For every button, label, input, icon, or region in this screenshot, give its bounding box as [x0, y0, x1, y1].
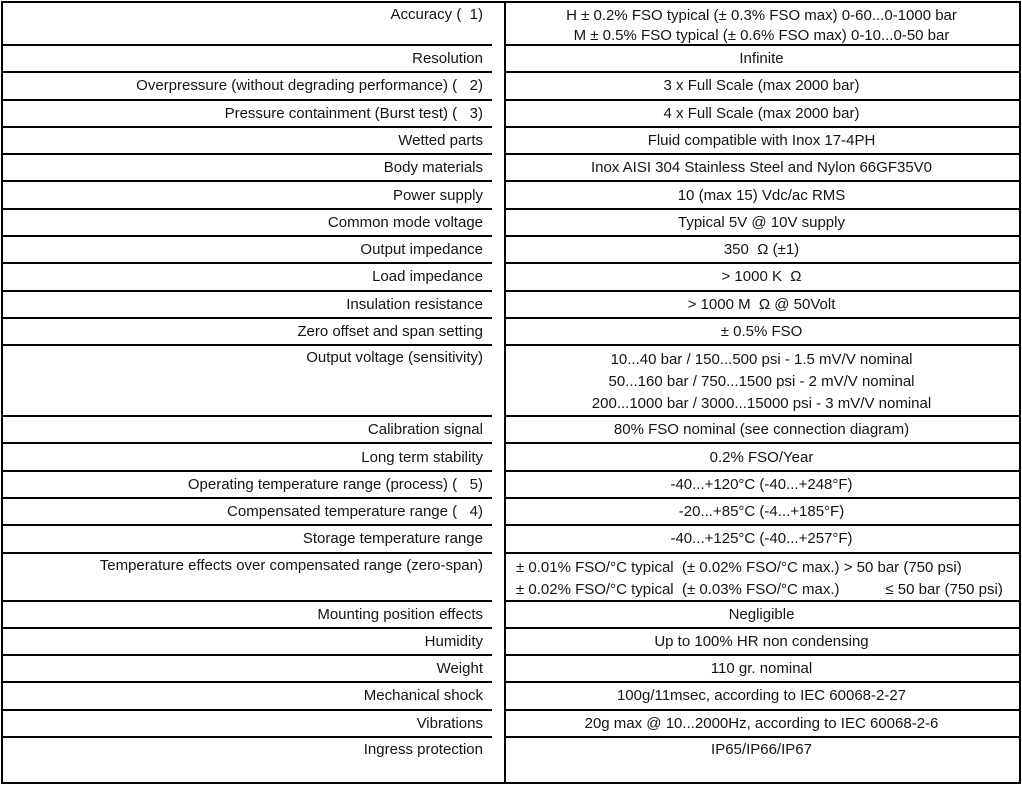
spec-label: Accuracy ( 1)	[3, 3, 492, 46]
spec-value: Negligible	[504, 602, 1019, 629]
row-output-impedance	[3, 237, 1019, 264]
spec-label: Pressure containment (Burst test) ( 3)	[3, 101, 492, 128]
column-divider	[504, 3, 506, 782]
row-load-impedance	[3, 264, 1019, 291]
spec-label: Overpressure (without degrading performance) ( 2)	[3, 73, 492, 100]
row-vibrations	[3, 711, 1019, 738]
spec-value-line: ± 0.02% FSO/°C typical (± 0.03% FSO/°C max.) ≤ 50 bar (750 psi)	[516, 580, 1003, 598]
spec-value-line: 10...40 bar / 150...500 psi - 1.5 mV/V nominal	[610, 351, 913, 369]
spec-value: 110 gr. nominal	[504, 656, 1019, 683]
spec-label: Temperature effects over compensated range (zero-span)	[3, 554, 492, 602]
spec-value	[504, 346, 1019, 417]
row-power-supply	[3, 182, 1019, 209]
spec-label: Zero offset and span setting	[3, 319, 492, 346]
row-mechanical-shock	[3, 683, 1019, 710]
spec-label: Output voltage (sensitivity)	[3, 346, 492, 417]
spec-label: Compensated temperature range ( 4)	[3, 499, 492, 526]
row-insulation-resistance	[3, 292, 1019, 319]
row-humidity	[3, 629, 1019, 656]
spec-label: Long term stability	[3, 444, 492, 471]
spec-value: 0.2% FSO/Year	[504, 444, 1019, 471]
specification-table	[1, 1, 1021, 784]
row-resolution	[3, 46, 1019, 73]
row-pressure-containment	[3, 101, 1019, 128]
spec-value: Up to 100% HR non condensing	[504, 629, 1019, 656]
spec-value-line: M ± 0.5% FSO typical (± 0.6% FSO max) 0-10...0-50 bar	[573, 27, 950, 44]
spec-label: Power supply	[3, 182, 492, 209]
spec-value: 10 (max 15) Vdc/ac RMS	[504, 182, 1019, 209]
spec-value-line: 50...160 bar / 750...1500 psi - 2 mV/V nominal	[608, 373, 915, 391]
row-mounting-position	[3, 602, 1019, 629]
spec-value: 4 x Full Scale (max 2000 bar)	[504, 101, 1019, 128]
row-accuracy	[3, 3, 1019, 46]
spec-value: ± 0.5% FSO	[504, 319, 1019, 346]
spec-label: Resolution	[3, 46, 492, 73]
row-long-term-stability	[3, 444, 1019, 471]
spec-value: 100g/11msec, according to IEC 60068-2-27	[504, 683, 1019, 710]
spec-value: 350 Ω (±1)	[504, 237, 1019, 264]
spec-label: Output impedance	[3, 237, 492, 264]
row-calibration-signal	[3, 417, 1019, 444]
row-storage-temperature	[3, 526, 1019, 553]
spec-value: -20...+85°C (-4...+185°F)	[504, 499, 1019, 526]
spec-value	[504, 554, 1019, 602]
spec-label: Operating temperature range (process) ( 5)	[3, 472, 492, 499]
spec-label: Calibration signal	[3, 417, 492, 444]
spec-value: Inox AISI 304 Stainless Steel and Nylon 66GF35V0	[504, 155, 1019, 182]
row-ingress-protection	[3, 738, 1019, 782]
spec-value: -40...+120°C (-40...+248°F)	[504, 472, 1019, 499]
row-wetted-parts	[3, 128, 1019, 155]
spec-label: Vibrations	[3, 711, 492, 738]
row-compensated-temperature	[3, 499, 1019, 526]
spec-label: Insulation resistance	[3, 292, 492, 319]
spec-label: Body materials	[3, 155, 492, 182]
spec-value	[504, 3, 1019, 46]
spec-label: Weight	[3, 656, 492, 683]
spec-label: Wetted parts	[3, 128, 492, 155]
spec-label: Common mode voltage	[3, 210, 492, 237]
spec-value-line: H ± 0.2% FSO typical (± 0.3% FSO max) 0-60...0-1000 bar	[566, 7, 957, 24]
spec-value: 80% FSO nominal (see connection diagram)	[504, 417, 1019, 444]
spec-value-line: ± 0.01% FSO/°C typical (± 0.02% FSO/°C max.) > 50 bar (750 psi)	[516, 558, 962, 576]
row-output-voltage	[3, 346, 1019, 417]
row-zero-offset	[3, 319, 1019, 346]
spec-label: Load impedance	[3, 264, 492, 291]
row-overpressure	[3, 73, 1019, 100]
spec-value-line: 200...1000 bar / 3000...15000 psi - 3 mV/V nominal	[591, 395, 932, 413]
spec-value: Infinite	[504, 46, 1019, 73]
row-weight	[3, 656, 1019, 683]
row-common-mode-voltage	[3, 210, 1019, 237]
spec-value: -40...+125°C (-40...+257°F)	[504, 526, 1019, 553]
spec-value: > 1000 K Ω	[504, 264, 1019, 291]
row-temperature-effects	[3, 554, 1019, 602]
spec-value: IP65/IP66/IP67	[711, 740, 812, 758]
row-body-materials	[3, 155, 1019, 182]
spec-label: Mechanical shock	[3, 683, 492, 710]
spec-value: > 1000 M Ω @ 50Volt	[504, 292, 1019, 319]
spec-label: Ingress protection	[363, 740, 483, 758]
spec-value: Typical 5V @ 10V supply	[504, 210, 1019, 237]
spec-label: Mounting position effects	[3, 602, 492, 629]
spec-value: 20g max @ 10...2000Hz, according to IEC 60068-2-6	[504, 711, 1019, 738]
spec-value: Fluid compatible with Inox 17-4PH	[504, 128, 1019, 155]
spec-value: 3 x Full Scale (max 2000 bar)	[504, 73, 1019, 100]
spec-label: Storage temperature range	[3, 526, 492, 553]
row-operating-temperature	[3, 472, 1019, 499]
spec-label: Humidity	[3, 629, 492, 656]
